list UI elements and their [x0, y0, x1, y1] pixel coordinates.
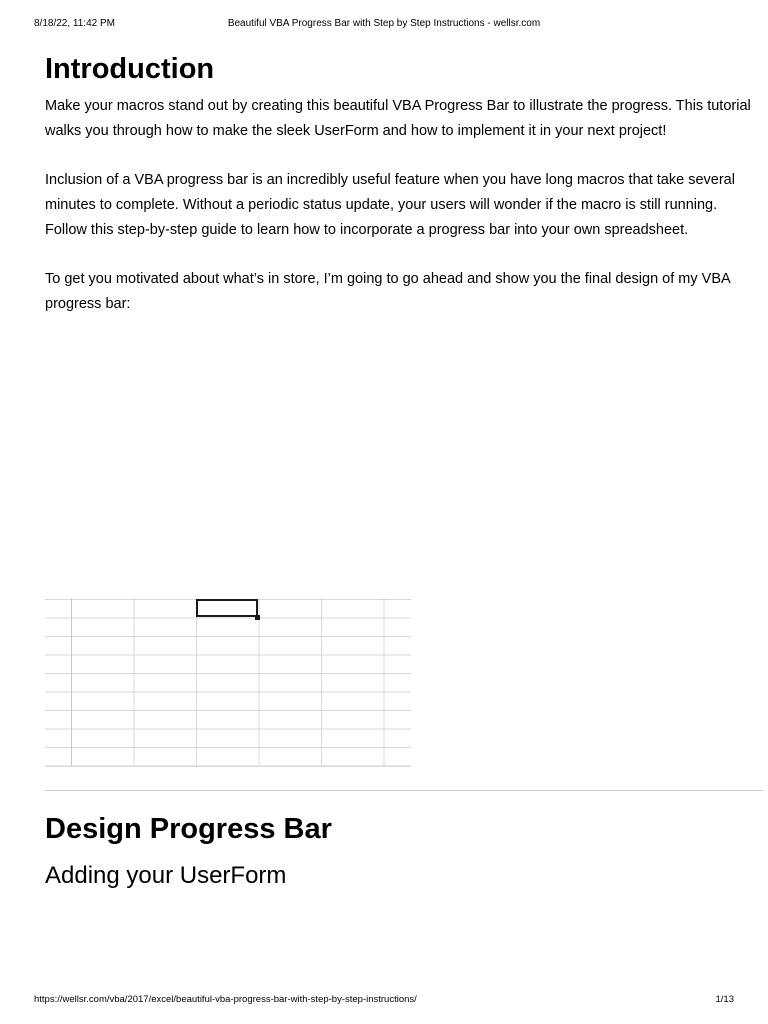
print-date: 8/18/22, 11:42 PM [34, 18, 115, 29]
intro-paragraph-3: To get you motivated about what’s in store, I’m going to go ahead and show you the final design of my VBA progress bar: [45, 271, 730, 312]
design-progress-bar-heading: Design Progress Bar [45, 813, 332, 845]
article-content [45, 52, 763, 312]
intro-paragraph-2: Inclusion of a VBA progress bar is an incredibly useful feature when you have long macros that take several minutes to complete. Without a periodic status update, your users will wonder if the macro is still running. Follow this step-by-step guide to learn how to incorporate a progress bar into your own spreadsheet. [45, 172, 735, 238]
intro-paragraph-1: Make your macros stand out by creating this beautiful VBA Progress Bar to illustrate the progress. This tutorial walks you through how to make the sleek UserForm and how to implement it in your next project! [45, 98, 751, 139]
print-footer [34, 993, 734, 1007]
print-header [34, 17, 734, 31]
print-url: https://wellsr.com/vba/2017/excel/beautiful-vba-progress-bar-with-step-by-step-instructions/ [34, 994, 417, 1005]
selected-cell [196, 599, 258, 617]
page-number: 1/13 [715, 994, 734, 1005]
row-header-column [45, 598, 72, 766]
section-divider [45, 790, 763, 791]
print-page-title: Beautiful VBA Progress Bar with Step by Step Instructions - wellsr.com [227, 18, 541, 29]
adding-userform-heading: Adding your UserForm [45, 862, 287, 889]
introduction-heading: Introduction [45, 53, 215, 85]
spreadsheet-screenshot [45, 598, 411, 767]
fill-handle [255, 615, 260, 620]
